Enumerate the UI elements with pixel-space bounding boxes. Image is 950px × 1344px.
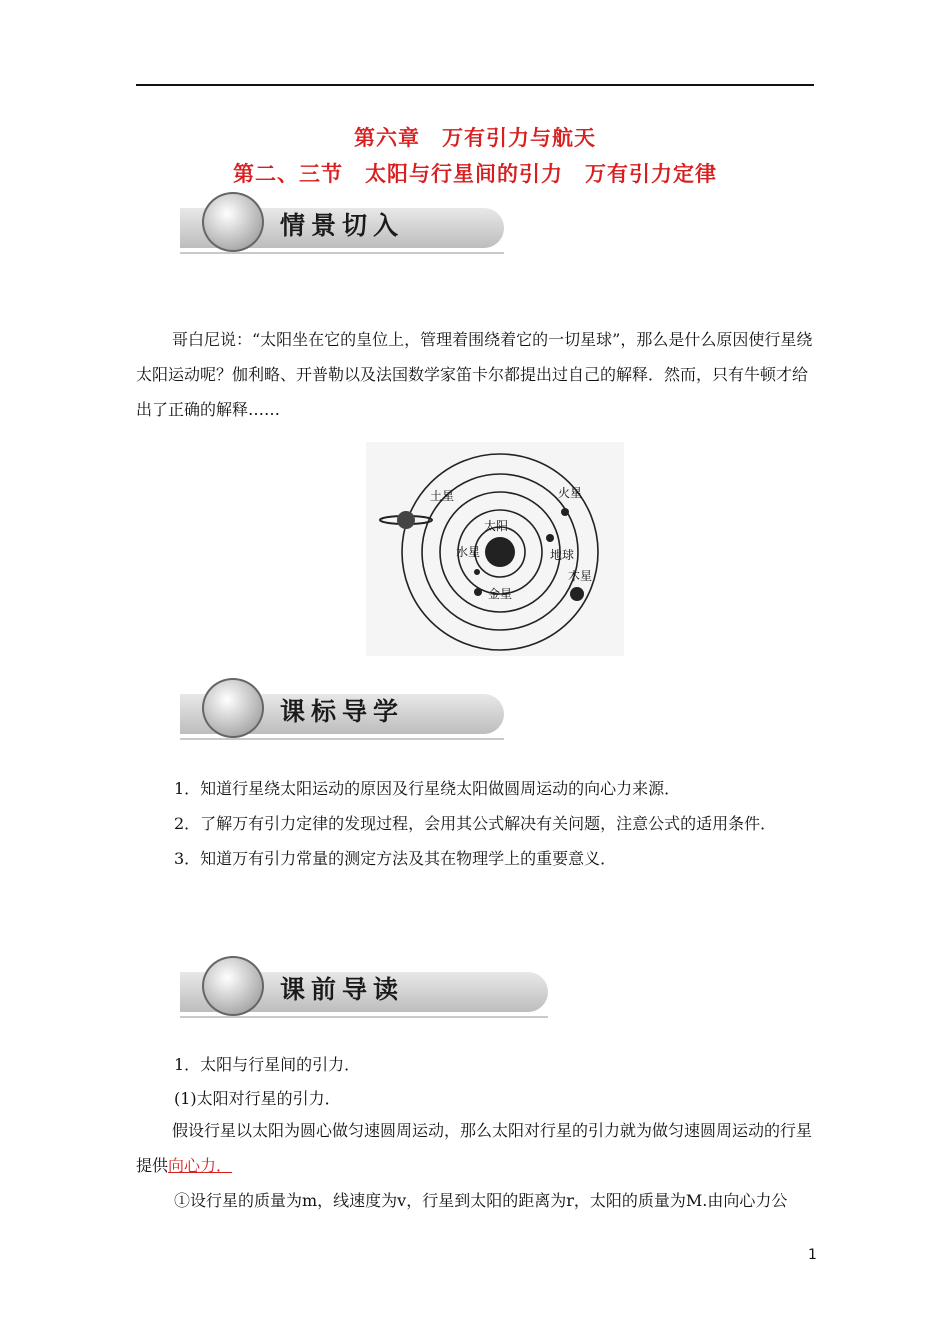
- chapter-title: 第六章 万有引力与航天: [354, 126, 596, 150]
- page-number: 1: [808, 1247, 817, 1263]
- mars: [561, 508, 569, 516]
- label-sun: 太阳: [484, 519, 509, 533]
- label-earth: 地球: [550, 548, 575, 562]
- preview-item-1: 1．太阳与行星间的引力．: [174, 1055, 361, 1074]
- earth: [546, 534, 554, 542]
- label-mercury: 水星: [456, 545, 481, 559]
- header-rule: [136, 84, 814, 86]
- banner-intro: [180, 196, 504, 254]
- banner-goals: [180, 682, 504, 740]
- solar-system-figure: [366, 442, 624, 656]
- goal-item: 3．知道万有引力常量的测定方法及其在物理学上的重要意义．: [174, 849, 617, 868]
- book-icon: [202, 192, 264, 252]
- climber-icon: [202, 956, 264, 1016]
- jupiter: [570, 587, 584, 601]
- venus: [474, 588, 482, 596]
- preview-item-1-sub: (1)太阳对行星的引力．: [174, 1089, 341, 1108]
- mercury: [474, 569, 480, 575]
- goal-item: 2．了解万有引力定律的发现过程，会用其公式解决有关问题，注意公式的适用条件．: [174, 814, 777, 833]
- banner-goals-label: 课标导学: [280, 697, 405, 726]
- preview-paragraph-text: 假设行星以太阳为圆心做匀速圆周运动，那么太阳对行星的引力就为做匀速圆周运动的行星提供: [136, 1121, 813, 1175]
- label-jupiter: 木星: [568, 569, 593, 583]
- preview-step-1: ①设行星的质量为m，线速度为v，行星到太阳的距离为r，太阳的质量为M.由向心力公: [174, 1191, 788, 1210]
- goal-item: 1．知道行星绕太阳运动的原因及行星绕太阳做圆周运动的向心力来源．: [174, 779, 681, 798]
- bird-icon: [202, 678, 264, 738]
- intro-paragraph: 哥白尼说：“太阳坐在它的皇位上，管理着围绕着它的一切星球”，那么是什么原因使行星绕太阳运动呢？伽利略、开普勒以及法国数学家笛卡尔都提出过自己的解释．然而，只有牛顿才给出了正确的解释……: [136, 330, 813, 419]
- banner-preview: [180, 960, 548, 1018]
- answer-tail: ．: [216, 1156, 233, 1175]
- preview-paragraph: [136, 1113, 816, 1183]
- label-venus: 金星: [488, 587, 513, 601]
- section-title: 第二、三节 太阳与行星间的引力 万有引力定律: [233, 162, 717, 186]
- banner-preview-label: 课前导读: [280, 975, 405, 1004]
- banner-intro-label: 情景切入: [280, 211, 405, 240]
- label-mars: 火星: [558, 486, 583, 500]
- sun: [485, 537, 515, 567]
- answer-centripetal-force: 向心力: [168, 1156, 217, 1175]
- label-saturn: 土星: [430, 489, 455, 503]
